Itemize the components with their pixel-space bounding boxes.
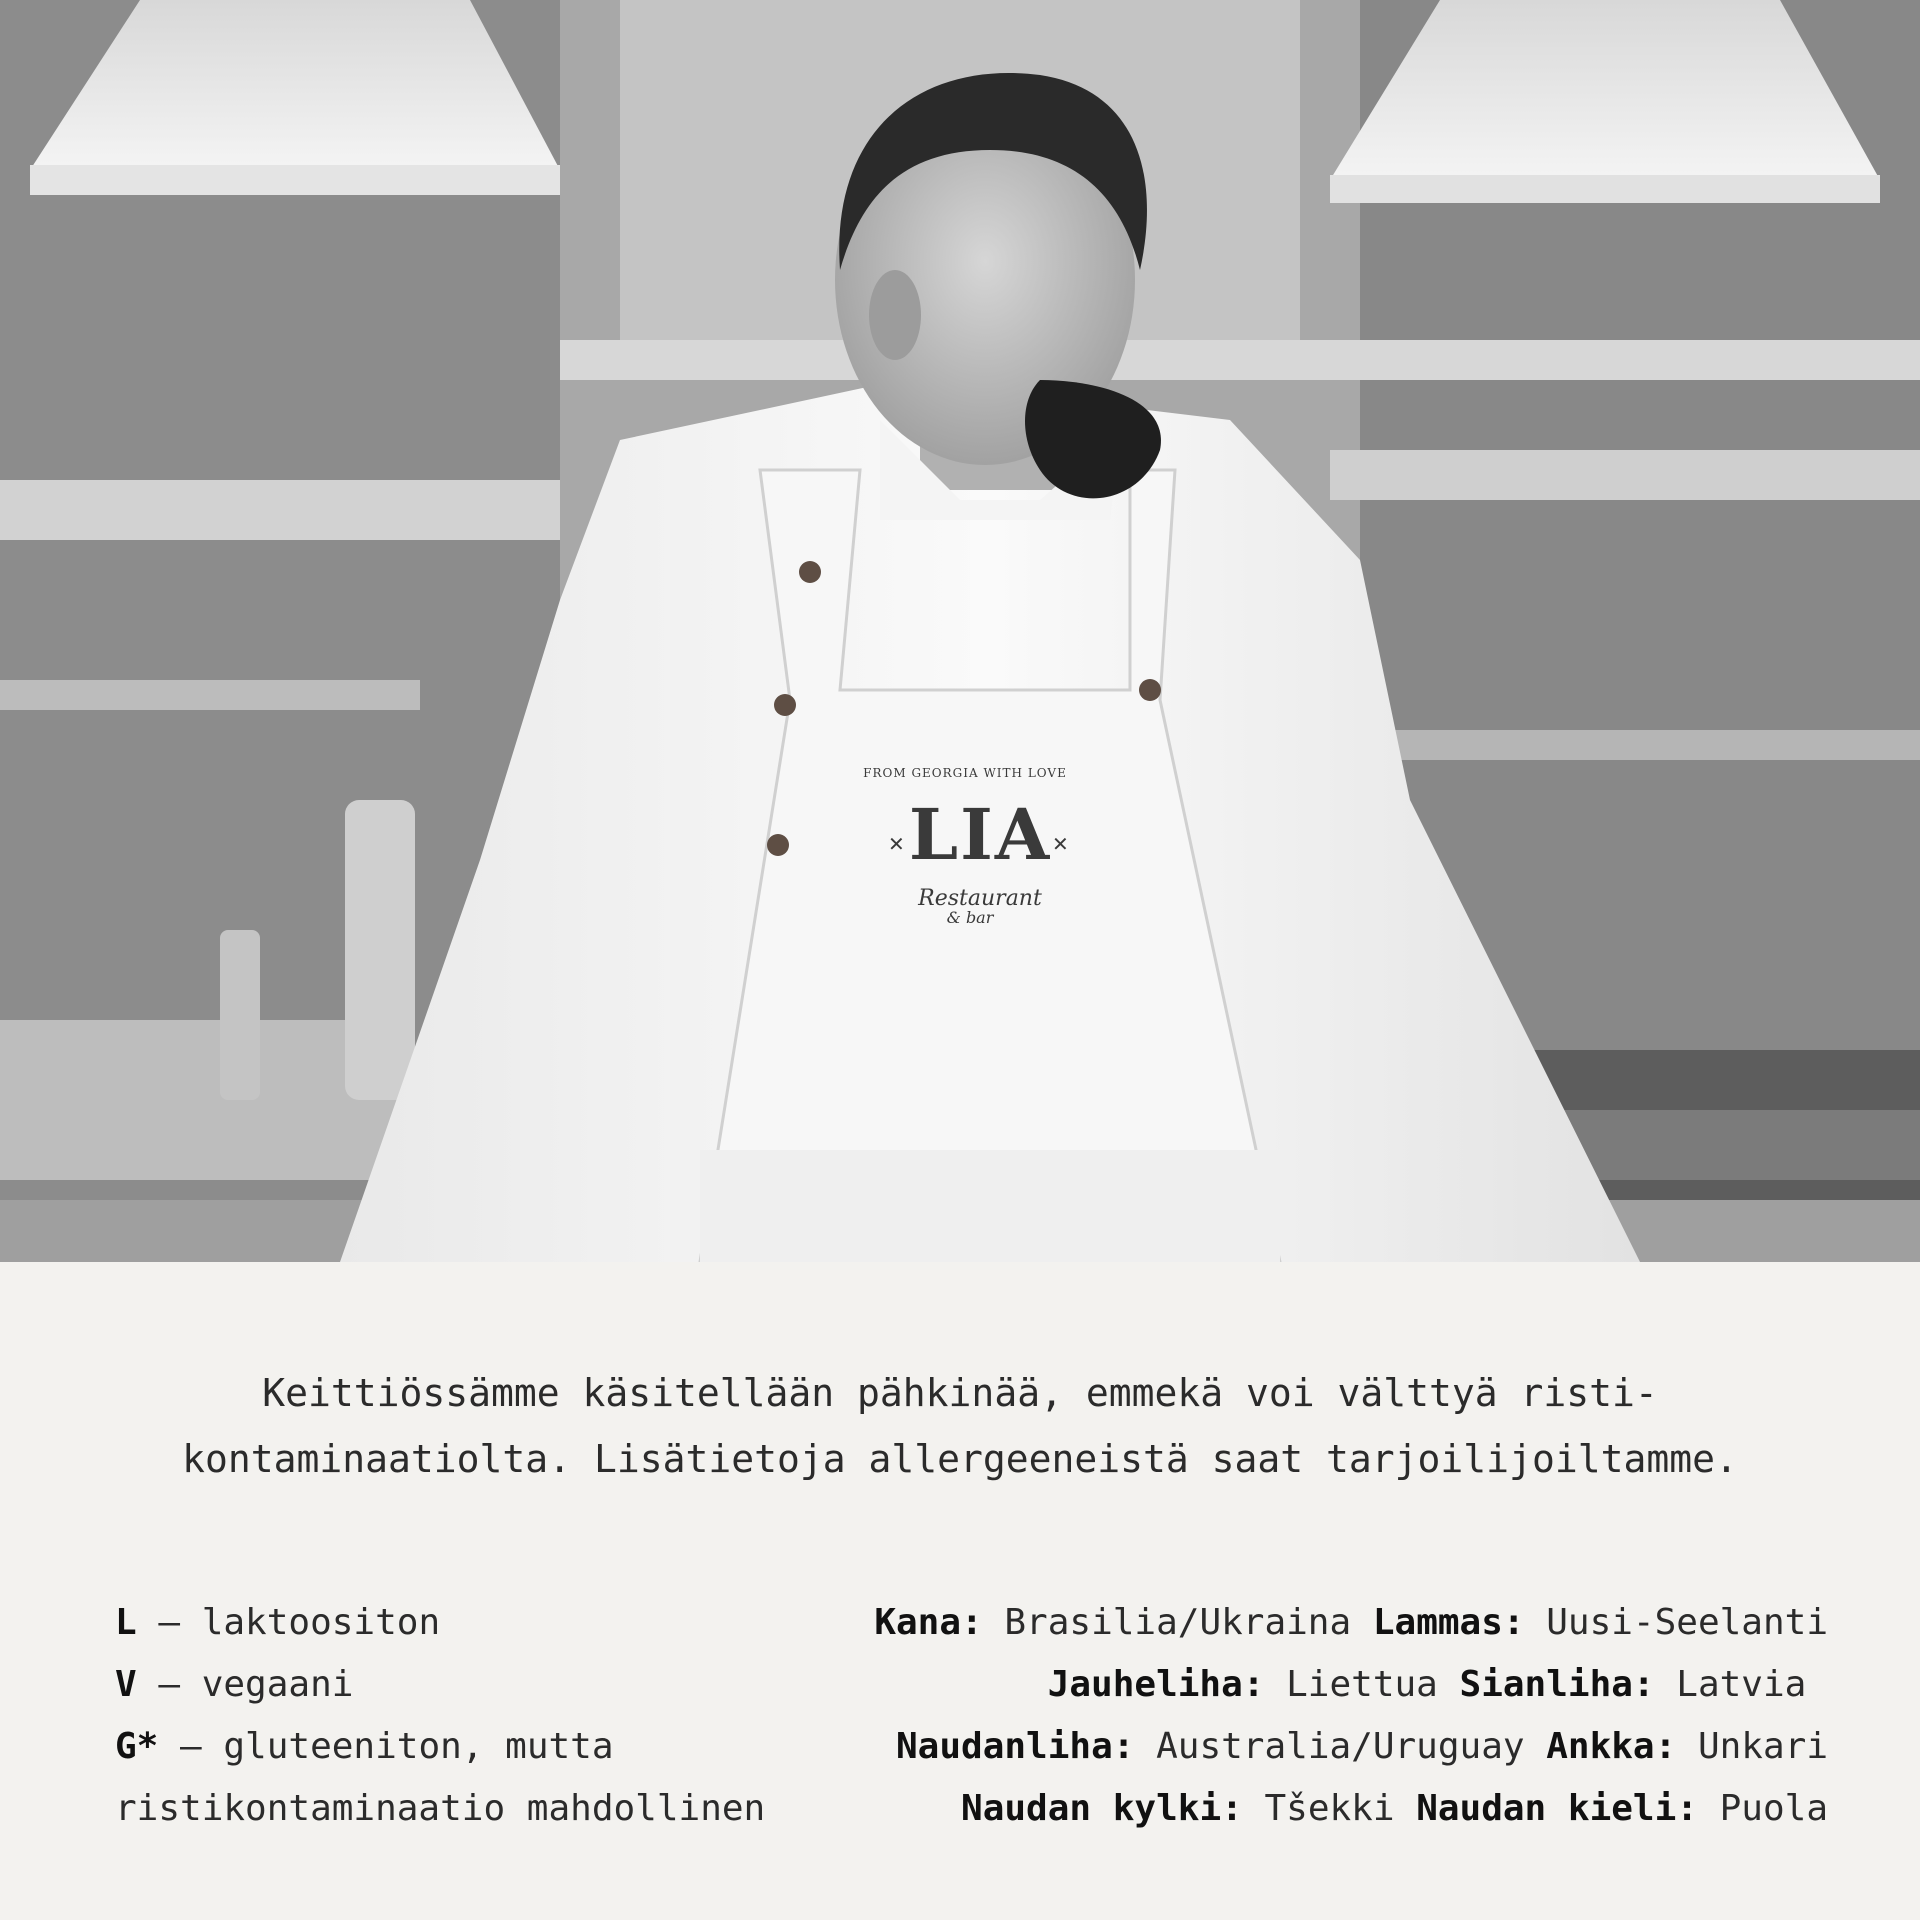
apron-logo-arc-text: FROM GEORGIA WITH LOVE xyxy=(863,766,1067,780)
logo-ornament-icon: ✕ xyxy=(888,832,905,856)
apron-logo-name: LIA xyxy=(908,793,1052,876)
legend-code: G* xyxy=(115,1726,159,1767)
origin-row xyxy=(768,1654,1828,1716)
origin-value: Puola xyxy=(1697,1788,1828,1829)
origin-value: Australia/Uruguay xyxy=(1134,1726,1547,1767)
apron-logo-script: Restaurant xyxy=(918,886,1042,911)
legend-row xyxy=(115,1654,835,1716)
meat-origins xyxy=(768,1592,1828,1840)
legend-text: – laktoositon xyxy=(136,1602,441,1643)
diet-legend xyxy=(115,1592,835,1840)
legend-code: L xyxy=(115,1602,137,1643)
legend-text: ristikontaminaatio mahdollinen xyxy=(115,1788,766,1829)
origin-row xyxy=(768,1716,1828,1778)
origin-row xyxy=(768,1778,1828,1840)
origin-label: Sianliha: xyxy=(1459,1664,1655,1705)
notice-line: Keittiössämme käsitellään pähkinää, emmekä voi välttyä risti- xyxy=(262,1371,1658,1415)
origin-value: Brasilia/Ukraina xyxy=(982,1602,1373,1643)
legend-text: – vegaani xyxy=(136,1664,354,1705)
origin-label: Naudan kieli: xyxy=(1416,1788,1698,1829)
origin-value: Latvia xyxy=(1654,1664,1828,1705)
legend-row xyxy=(115,1716,835,1778)
origin-value: Liettua xyxy=(1264,1664,1460,1705)
allergen-notice xyxy=(100,1360,1820,1492)
legend-code: V xyxy=(115,1664,137,1705)
notice-line: kontaminaatiolta. Lisätietoja allergeeneistä saat tarjoilijoiltamme. xyxy=(182,1437,1738,1481)
origin-label: Jauheliha: xyxy=(1047,1664,1265,1705)
legend-text: – gluteeniton, mutta xyxy=(158,1726,614,1767)
origin-value: Unkari xyxy=(1676,1726,1828,1767)
legend-row xyxy=(115,1778,835,1840)
origin-label: Lammas: xyxy=(1372,1602,1525,1643)
origin-label: Ankka: xyxy=(1546,1726,1677,1767)
origin-value: Tšekki xyxy=(1242,1788,1417,1829)
origin-row xyxy=(768,1592,1828,1654)
origin-value: Uusi-Seelanti xyxy=(1524,1602,1828,1643)
origin-label: Naudanliha: xyxy=(896,1726,1135,1767)
legend-row xyxy=(115,1592,835,1654)
apron-logo-script-sub: & bar xyxy=(946,908,994,927)
origin-label: Kana: xyxy=(874,1602,983,1643)
logo-ornament-icon: ✕ xyxy=(1052,832,1069,856)
origin-label: Naudan kylki: xyxy=(961,1788,1243,1829)
